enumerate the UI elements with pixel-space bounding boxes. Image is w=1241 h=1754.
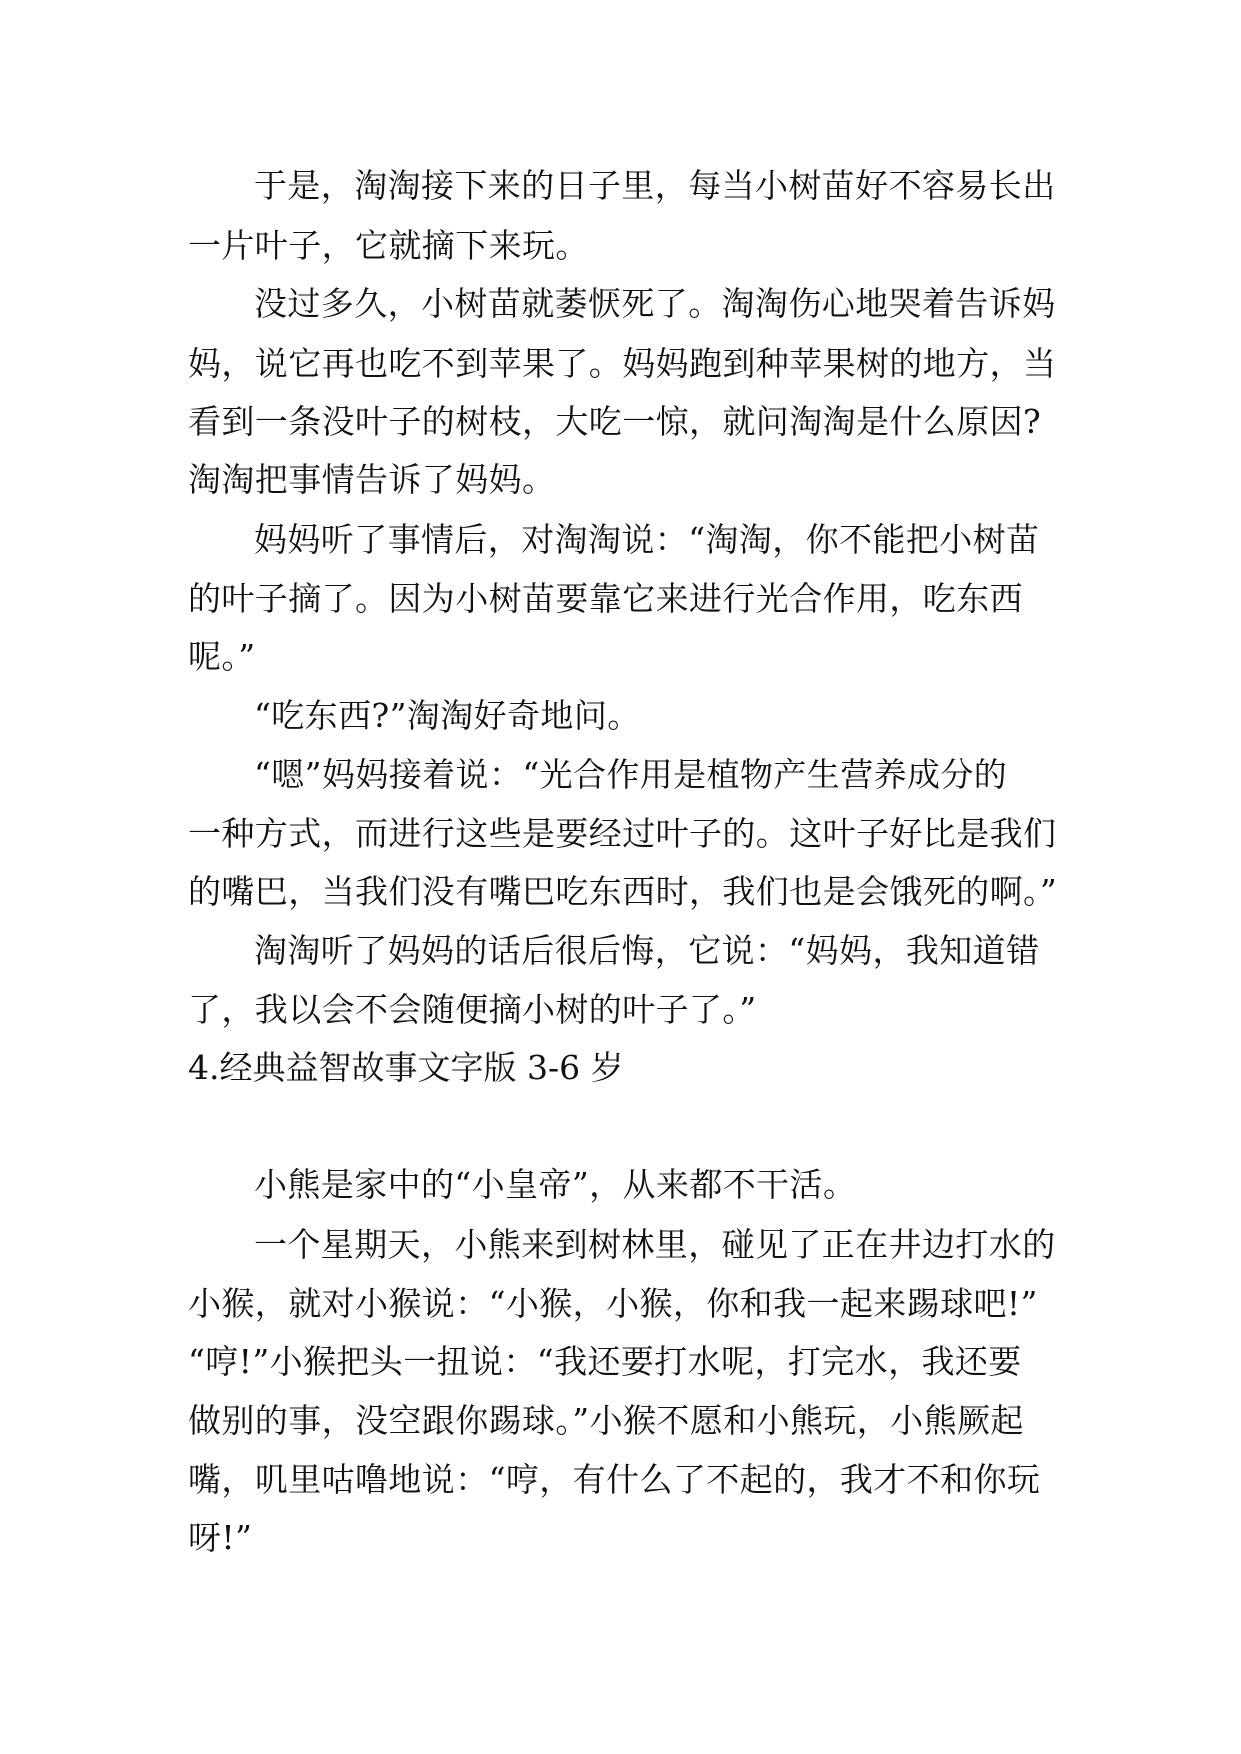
paragraph-line: “吃东西?”淘淘好奇地问。 (254, 696, 641, 735)
paragraph-line: 妈妈听了事情后，对淘淘说：“淘淘，你不能把小树苗 (254, 520, 1040, 559)
paragraph-line: 小熊是家中的“小皇帝”，从来都不干活。 (254, 1165, 857, 1204)
paragraph-line: 呢。” (188, 637, 256, 676)
paragraph-line: “嗯”妈妈接着说：“光合作用是植物产生营养成分的 (254, 755, 1008, 794)
paragraph-line: 妈，说它再也吃不到苹果了。妈妈跑到种苹果树的地方，当 (188, 344, 1057, 383)
paragraph-line: 没过多久，小树苗就萎恹死了。淘淘伤心地哭着告诉妈 (254, 284, 1056, 323)
paragraph-line: 小猴，就对小猴说：“小猴，小猴，你和我一起来踢球吧!” (188, 1284, 1038, 1323)
section-heading: 4.经典益智故事文字版 3-6 岁 (188, 1048, 624, 1087)
paragraph-line: 做别的事，没空跟你踢球。”小猴不愿和小熊玩，小熊厥起 (188, 1401, 1024, 1440)
paragraph-line: 一个星期天，小熊来到树林里，碰见了正在井边打水的 (254, 1225, 1056, 1264)
paragraph-line: 淘淘把事情告诉了妈妈。 (188, 460, 556, 499)
paragraph-line: 于是，淘淘接下来的日子里，每当小树苗好不容易长出 (254, 166, 1056, 205)
paragraph-line: 的叶子摘了。因为小树苗要靠它来进行光合作用，吃东西 (188, 579, 1023, 618)
paragraph-line: 了，我以会不会随便摘小树的叶子了。” (188, 990, 757, 1029)
paragraph-line: 一种方式，而进行这些是要经过叶子的。这叶子好比是我们 (188, 814, 1057, 853)
paragraph-line: 呀!” (188, 1518, 253, 1557)
paragraph-line: 的嘴巴，当我们没有嘴巴吃东西时，我们也是会饿死的啊。” (188, 872, 1058, 911)
paragraph-line: 一片叶子，它就摘下来玩。 (188, 226, 589, 265)
paragraph-line: 淘淘听了妈妈的话后很后悔，它说：“妈妈，我知道错 (254, 931, 1040, 970)
paragraph-line: 看到一条没叶子的树枝，大吃一惊，就问淘淘是什么原因? (188, 402, 1042, 441)
paragraph-line: “哼!”小猴把头一扭说：“我还要打水呢，打完水，我还要 (188, 1342, 1022, 1381)
paragraph-line: 嘴，叽里咕噜地说：“哼，有什么了不起的，我才不和你玩 (188, 1460, 1041, 1499)
